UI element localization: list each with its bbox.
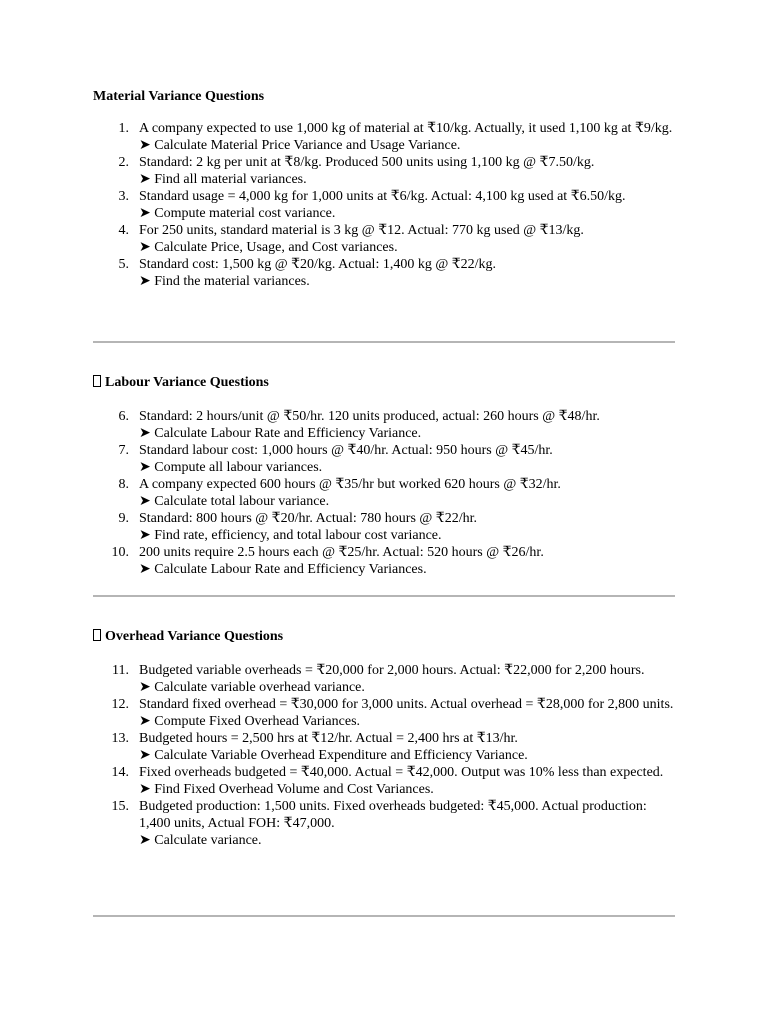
question-item [93, 222, 675, 256]
material-variance-section [93, 88, 675, 290]
question-item [93, 120, 675, 154]
question-task: ➤ Compute material cost variance. [139, 206, 336, 221]
question-text: 200 units require 2.5 hours each @ ₹25/hr. Actual: 520 hours @ ₹26/hr. [139, 545, 544, 560]
question-task: ➤ Compute Fixed Overhead Variances. [139, 714, 361, 729]
question-item [93, 730, 675, 764]
question-task: ➤ Calculate Labour Rate and Efficiency Variance. [139, 426, 422, 441]
question-task: ➤ Find rate, efficiency, and total labour cost variance. [139, 528, 442, 543]
material-variance-heading: Material Variance Questions [93, 89, 265, 104]
question-item [93, 476, 675, 510]
question-item [93, 442, 675, 476]
labour-variance-heading-row [93, 374, 675, 391]
question-number: 13. [111, 731, 129, 746]
question-number: 2. [118, 155, 129, 170]
question-text: Standard labour cost: 1,000 hours @ ₹40/hr. Actual: 950 hours @ ₹45/hr. [139, 443, 553, 458]
question-number: 8. [118, 477, 129, 492]
question-number: 4. [118, 223, 129, 238]
question-item [93, 798, 675, 849]
missing-glyph-icon [93, 629, 101, 641]
question-number: 10. [111, 545, 129, 560]
question-item [93, 188, 675, 222]
question-number: 9. [118, 511, 129, 526]
question-item [93, 662, 675, 696]
labour-variance-section [93, 374, 675, 578]
question-number: 14. [111, 765, 129, 780]
question-task: ➤ Calculate Variable Overhead Expenditure and Efficiency Variance. [139, 748, 528, 763]
question-number: 6. [118, 409, 129, 424]
question-item [93, 696, 675, 730]
question-text: Standard cost: 1,500 kg @ ₹20/kg. Actual: 1,400 kg @ ₹22/kg. [139, 257, 497, 272]
question-text: Standard fixed overhead = ₹30,000 for 3,000 units. Actual overhead = ₹28,000 for 2,800 units. [139, 697, 674, 712]
question-task: ➤ Calculate variable overhead variance. [139, 680, 365, 695]
question-text: A company expected to use 1,000 kg of material at ₹10/kg. Actually, it used 1,100 kg at ₹9/kg. [139, 121, 673, 136]
question-task: ➤ Find the material variances. [139, 274, 310, 289]
question-item [93, 510, 675, 544]
question-item [93, 408, 675, 442]
question-text: Standard: 2 kg per unit at ₹8/kg. Produced 500 units using 1,100 kg @ ₹7.50/kg. [139, 155, 595, 170]
overhead-variance-heading-row [93, 628, 675, 645]
labour-question-list [93, 408, 675, 578]
question-task: ➤ Find Fixed Overhead Volume and Cost Variances. [139, 782, 434, 797]
question-item [93, 154, 675, 188]
question-number: 12. [111, 697, 129, 712]
question-task: ➤ Calculate Price, Usage, and Cost variances. [139, 240, 398, 255]
labour-variance-heading: Labour Variance Questions [105, 375, 269, 390]
question-text: Fixed overheads budgeted = ₹40,000. Actual = ₹42,000. Output was 10% less than expected. [139, 765, 664, 780]
question-number: 1. [118, 121, 129, 136]
question-text: Budgeted variable overheads = ₹20,000 for 2,000 hours. Actual: ₹22,000 for 2,200 hours. [139, 663, 645, 678]
section-divider [93, 595, 675, 597]
question-text: Budgeted production: 1,500 units. Fixed overheads budgeted: ₹45,000. Actual production: 1,400 units, Actual FOH: ₹47,000. [139, 799, 647, 831]
question-task: ➤ Find all material variances. [139, 172, 307, 187]
question-text: Budgeted hours = 2,500 hrs at ₹12/hr. Actual = 2,400 hrs at ₹13/hr. [139, 731, 518, 746]
section-divider [93, 915, 675, 917]
question-item [93, 544, 675, 578]
question-text: A company expected 600 hours @ ₹35/hr but worked 620 hours @ ₹32/hr. [139, 477, 561, 492]
overhead-variance-heading: Overhead Variance Questions [105, 629, 284, 644]
question-number: 7. [118, 443, 129, 458]
question-text: Standard usage = 4,000 kg for 1,000 units at ₹6/kg. Actual: 4,100 kg used at ₹6.50/kg. [139, 189, 626, 204]
question-number: 3. [118, 189, 129, 204]
question-task: ➤ Calculate Material Price Variance and Usage Variance. [139, 138, 461, 153]
question-task: ➤ Calculate variance. [139, 833, 262, 848]
missing-glyph-icon [93, 375, 101, 387]
overhead-variance-section [93, 628, 675, 849]
question-item [93, 256, 675, 290]
question-task: ➤ Compute all labour variances. [139, 460, 323, 475]
question-text: For 250 units, standard material is 3 kg @ ₹12. Actual: 770 kg used @ ₹13/kg. [139, 223, 584, 238]
question-task: ➤ Calculate Labour Rate and Efficiency Variances. [139, 562, 427, 577]
question-item [93, 764, 675, 798]
question-text: Standard: 2 hours/unit @ ₹50/hr. 120 units produced, actual: 260 hours @ ₹48/hr. [139, 409, 600, 424]
material-question-list [93, 120, 675, 290]
question-number: 11. [112, 663, 129, 678]
section-divider [93, 341, 675, 343]
question-task: ➤ Calculate total labour variance. [139, 494, 330, 509]
question-text: Standard: 800 hours @ ₹20/hr. Actual: 780 hours @ ₹22/hr. [139, 511, 477, 526]
overhead-question-list [93, 662, 675, 849]
question-number: 5. [118, 257, 129, 272]
question-number: 15. [111, 799, 129, 814]
